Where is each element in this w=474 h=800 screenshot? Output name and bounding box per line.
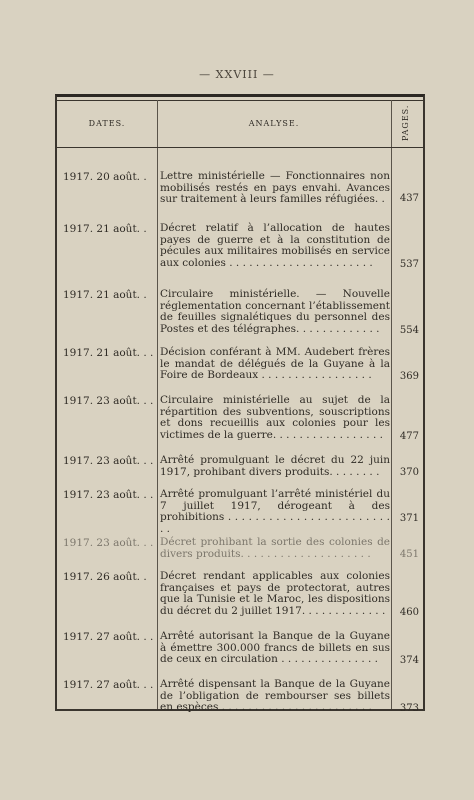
entry-date: 1917. 21 août. . bbox=[63, 289, 147, 301]
entry-page: 451 bbox=[399, 549, 419, 560]
entry-analysis: Circulaire ministérielle au sujet de la répartition des subventions, souscriptions et dons recueillis aux colonies pour les victimes de la guerre. . . . . . . . . . . . . . . . . bbox=[160, 394, 390, 441]
entry-analysis: Arrêté autorisant la Banque de la Guyane à émettre 300.000 francs de billets en sus de ceux en circulation . . . . . . . . . . . . . . . bbox=[160, 630, 390, 666]
entry-date: 1917. 27 août. . . bbox=[63, 631, 154, 643]
entry-page: 537 bbox=[399, 259, 419, 270]
entry-page: 373 bbox=[399, 703, 419, 714]
analyse-column-header: ANALYSE. bbox=[248, 119, 300, 128]
entry-date: 1917. 23 août. . . bbox=[63, 537, 154, 549]
entry-date: 1917. 21 août. . bbox=[63, 223, 147, 235]
dates-column-divider bbox=[157, 100, 158, 709]
entry-page: 370 bbox=[399, 467, 419, 478]
entry-analysis: Circulaire ministérielle. — Nouvelle réglementation concernant l’établissement de feuilles signalétiques du personnel des Postes et des télégraphes. . . . . . . . . . . . . bbox=[160, 288, 390, 335]
entry-analysis: Arrêté promulguant l’arrêté ministériel du 7 juillet 1917, dérogeant à des prohibitions . . . . . . . . . . . . . . . . . . . . . . . . . . bbox=[160, 488, 390, 535]
entry-analysis: Arrêté promulguant le décret du 22 juin 1917, prohibant divers produits. . . . . . . . bbox=[160, 454, 390, 478]
entry-page: 369 bbox=[399, 371, 419, 382]
entry-analysis: Décision conférant à MM. Audebert frères le mandat de délégués de la Guyane à la Foire de Bordeaux . . . . . . . . . . . . . . . . . bbox=[160, 346, 390, 382]
entry-analysis: Lettre ministérielle — Fonctionnaires non mobilisés restés en pays envahi. Avances sur traitement à leurs familles réfugiées. . bbox=[160, 170, 390, 206]
entry-page: 374 bbox=[399, 655, 419, 666]
index-table bbox=[55, 94, 425, 714]
entry-date: 1917. 20 août. . bbox=[63, 171, 147, 183]
dates-column-header: DATES. bbox=[88, 119, 126, 128]
entry-date: 1917. 21 août. . . bbox=[63, 347, 154, 359]
pages-column-header: PAGES. bbox=[401, 104, 410, 141]
entry-page: 460 bbox=[399, 607, 419, 618]
entry-analysis: Décret prohibant la sortie des colonies de divers produits. . . . . . . . . . . . . . . . . . . . bbox=[160, 536, 390, 560]
entry-page: 477 bbox=[399, 431, 419, 442]
entry-date: 1917. 27 août. . . bbox=[63, 679, 154, 691]
entry-analysis: Décret relatif à l’allocation de hautes payes de guerre et à la constitution de pécules aux militaires mobilisés en service aux colonies . . . . . . . . . . . . . . . . . . . . . . bbox=[160, 222, 390, 269]
entry-date: 1917. 23 août. . . bbox=[63, 489, 154, 501]
entry-analysis: Décret rendant applicables aux colonies françaises et pays de protectorat, autres que la Tunisie et le Maroc, les dispositions du décret du 2 juillet 1917. . . . . . . . . . . . . bbox=[160, 570, 390, 617]
entry-date: 1917. 23 août. . . bbox=[63, 395, 154, 407]
entry-page: 437 bbox=[399, 193, 419, 204]
entry-analysis: Arrêté dispensant la Banque de la Guyane de l’obligation de rembourser ses billets en espèces . . . . . . . . . . . . . . . . . . . . . . . bbox=[160, 678, 390, 714]
entry-page: 371 bbox=[399, 513, 419, 524]
page-number-header: — XXVIII — bbox=[199, 68, 275, 81]
entry-date: 1917. 26 août. . bbox=[63, 571, 147, 583]
entry-date: 1917. 23 août. . . bbox=[63, 455, 154, 467]
table-header-row bbox=[57, 101, 423, 148]
entry-page: 554 bbox=[399, 325, 419, 336]
